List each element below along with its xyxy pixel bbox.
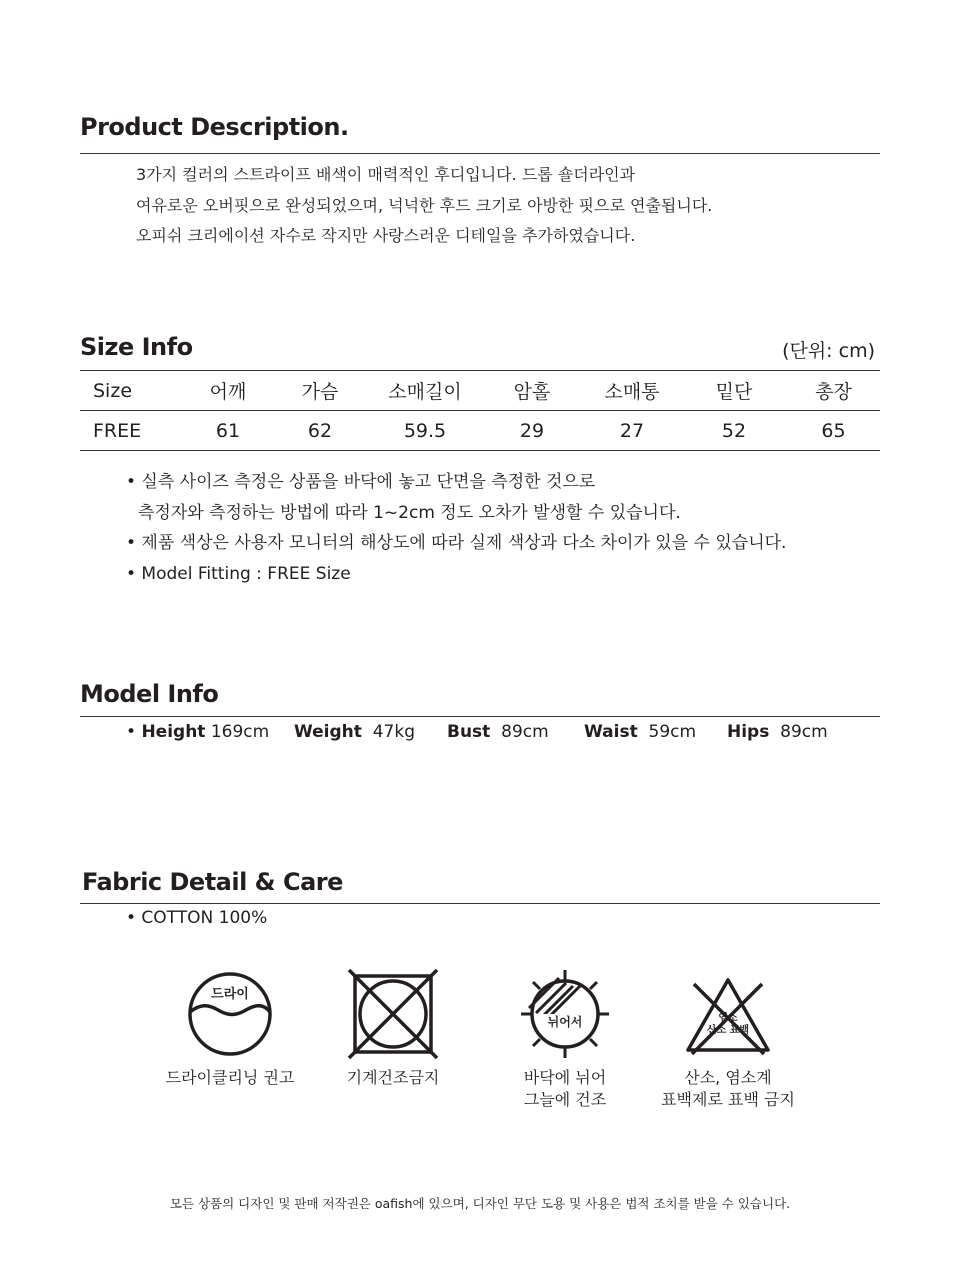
size-header-cell: 밑단: [681, 371, 787, 411]
care-label-line: 산소, 염소계: [684, 1068, 772, 1087]
model-label: Waist: [584, 722, 638, 742]
size-header-cell: 소매길이: [369, 371, 481, 411]
size-cell: 65: [787, 411, 880, 451]
no-bleach-icon-text-1: 염소: [718, 1013, 738, 1024]
size-cell: 29: [481, 411, 583, 451]
size-header-cell: 암홀: [481, 371, 583, 411]
model-bust: [447, 722, 549, 742]
dry-clean-icon-text: 드라이: [211, 987, 249, 1002]
size-header-cell: 어깨: [185, 371, 271, 411]
model-label: Hips: [727, 722, 770, 742]
model-value: 47kg: [372, 722, 415, 742]
fabric-material: • COTTON 100%: [126, 908, 268, 928]
size-header-cell: 소매통: [583, 371, 681, 411]
care-label-line: 표백제로 표백 금지: [661, 1090, 795, 1109]
product-description-title: Product Description.: [80, 113, 349, 141]
fabric-care-divider: [80, 903, 880, 904]
size-header-cell: Size: [80, 371, 185, 411]
size-header-cell: 가슴: [271, 371, 369, 411]
model-value: 89cm: [780, 722, 828, 742]
product-description-divider: [80, 153, 880, 154]
size-notes: [126, 467, 786, 589]
model-label: Weight: [294, 722, 362, 742]
no-bleach-icon: [682, 968, 774, 1060]
size-cell: 27: [583, 411, 681, 451]
size-table: [80, 370, 880, 451]
size-cell: FREE: [80, 411, 185, 451]
model-label: Height: [141, 722, 206, 742]
size-cell: 59.5: [369, 411, 481, 451]
no-bleach-icon-text-2: 산소 표백: [706, 1025, 750, 1036]
dry-clean-icon: [184, 968, 276, 1060]
size-note: • 실측 사이즈 측정은 상품을 바닥에 놓고 단면을 측정한 것으로: [126, 472, 596, 492]
flat-dry-icon-text: 뉘어서: [547, 1015, 583, 1029]
care-label-no-machine-wash: [293, 1067, 493, 1089]
care-label-line: 기계건조금지: [346, 1068, 440, 1087]
model-waist: [584, 722, 696, 742]
table-row: [80, 411, 880, 451]
fabric-care-title: Fabric Detail & Care: [82, 868, 343, 896]
size-cell: 61: [185, 411, 271, 451]
description-line: 오피쉬 크리에이션 자수로 작지만 사랑스러운 디테일을 추가하였습니다.: [136, 226, 636, 245]
model-value: 89cm: [501, 722, 549, 742]
model-label: Bust: [447, 722, 491, 742]
model-height: [126, 722, 269, 742]
size-note: • 제품 색상은 사용자 모니터의 해상도에 따라 실제 색상과 다소 차이가 있을 수 있습니다.: [126, 533, 787, 553]
care-label-line: 드라이클리닝 권고: [165, 1068, 295, 1087]
size-unit: (단위: cm): [782, 340, 875, 362]
size-header-cell: 총장: [787, 371, 880, 411]
model-info-title: Model Info: [80, 680, 219, 708]
no-machine-wash-icon: [347, 968, 439, 1060]
model-hips: [727, 722, 828, 742]
model-weight: [294, 722, 415, 742]
size-cell: 62: [271, 411, 369, 451]
size-info-title: Size Info: [80, 333, 193, 361]
care-label-line: 그늘에 건조: [523, 1090, 607, 1109]
flat-dry-shade-icon: [519, 968, 611, 1060]
size-note: • Model Fitting : FREE Size: [126, 563, 351, 584]
model-value: 59cm: [648, 722, 697, 742]
care-label-no-bleach: [628, 1067, 828, 1111]
copyright-footer: 모든 상품의 디자인 및 판매 저작권은 oafish에 있으며, 디자인 무단 도용 및 사용은 법적 조치를 받을 수 있습니다.: [169, 1196, 791, 1211]
care-label-line: 바닥에 뉘어: [523, 1068, 607, 1087]
description-line: 여유로운 오버핏으로 완성되었으며, 넉넉한 후드 크기로 아방한 핏으로 연출됩니다.: [136, 195, 713, 215]
size-table-header-row: [80, 371, 880, 411]
size-note: 측정자와 측정하는 방법에 따라 1~2cm 정도 오차가 발생할 수 있습니다.: [138, 502, 681, 523]
description-line: 3가지 컬러의 스트라이프 배색이 매력적인 후디입니다. 드롭 숄더라인과: [136, 165, 636, 184]
product-description-text: [136, 160, 856, 252]
size-cell: 52: [681, 411, 787, 451]
model-value: 169cm: [210, 722, 270, 742]
bullet: •: [126, 722, 137, 742]
model-info-divider: [80, 716, 880, 717]
